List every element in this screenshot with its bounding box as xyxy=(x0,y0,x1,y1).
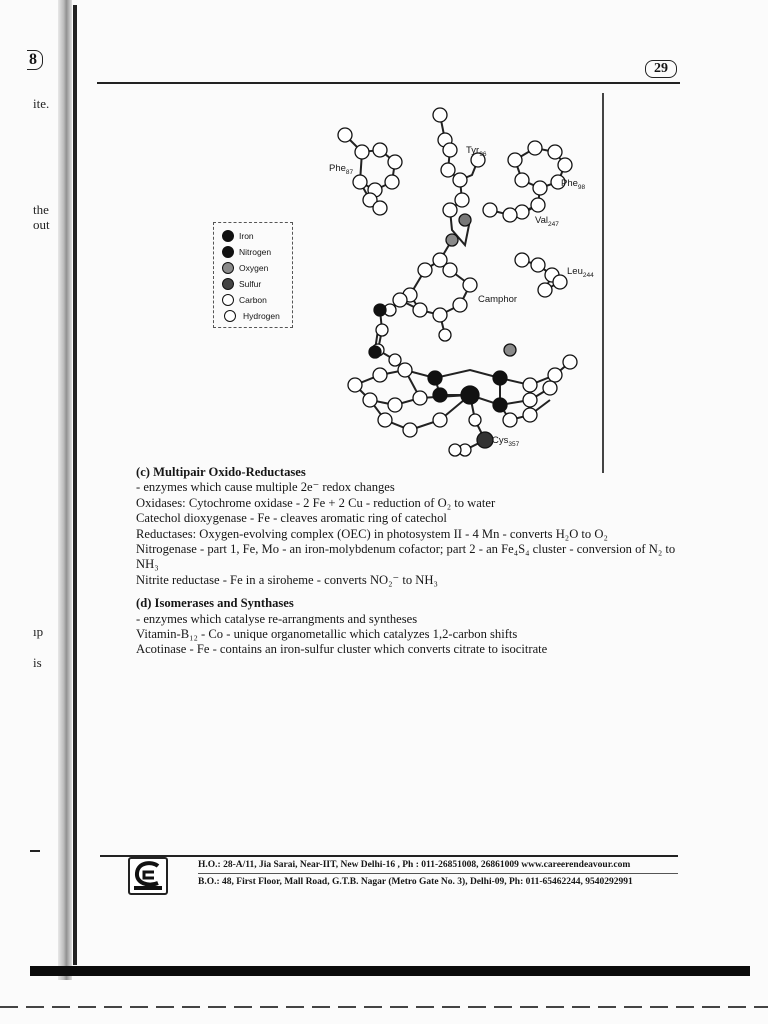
label-camphor: Camphor xyxy=(478,294,518,305)
hydrogen-atom-icon xyxy=(224,310,236,322)
footer-divider xyxy=(198,873,678,874)
label-cys357: Cys$_{357}$ xyxy=(492,435,520,448)
section-d-intro: - enzymes which catalyse re-arrangments and syntheses xyxy=(136,611,418,626)
section-c-item: Reductases: Oxygen-evolving complex (OEC) in photosystem II - 4 Mn - converts H₂O to O₂ xyxy=(136,526,608,541)
footer-branch-office: B.O.: 48, First Floor, Mall Road, G.T.B. Nagar (Metro Gate No. 3), Delhi-09, Ph: 011-65462244, 9540292991 xyxy=(198,877,633,887)
publisher-logo xyxy=(128,857,168,895)
atom-legend xyxy=(213,222,293,328)
left-page-fragment: the xyxy=(33,202,49,217)
scan-edge xyxy=(0,1006,768,1008)
legend-hydrogen: Hydrogen xyxy=(222,309,280,323)
label-val247: Val$_{247}$ xyxy=(535,215,559,228)
label-phe87: Phe$_{87}$ xyxy=(329,163,354,176)
left-page-fragment: is xyxy=(33,655,42,670)
label-leu244: Leu$_{244}$ xyxy=(567,266,594,279)
nitrogen-atom-icon xyxy=(222,246,234,258)
oxygen-atom-icon xyxy=(222,262,234,274)
section-c-item: Oxidases: Cytochrome oxidase - 2 Fe + 2 Cu - reduction of O₂ to water xyxy=(136,495,496,510)
legend-sulfur: Sulfur xyxy=(222,277,261,291)
section-c-intro: - enzymes which cause multiple 2e⁻ redox changes xyxy=(136,480,395,495)
page-number: 29 xyxy=(645,60,677,78)
cytochrome-p450-figure xyxy=(300,100,620,470)
section-d-item: Vitamin-B₁₂ - Co - unique organometallic which catalyzes 1,2-carbon shifts xyxy=(136,627,518,642)
page-bottom-shadow xyxy=(30,966,750,976)
left-page-number: 8 xyxy=(27,50,43,70)
header-rule xyxy=(97,82,680,84)
section-d-heading: (d) Isomerases and Synthases xyxy=(136,596,294,611)
section-c-item: Catechol dioxygenase - Fe - cleaves aromatic ring of catechol xyxy=(136,511,447,526)
book-spine-shadow xyxy=(58,0,72,980)
main-text xyxy=(136,465,691,658)
sulfur-atom-icon xyxy=(222,278,234,290)
career-endeavour-logo-icon xyxy=(130,859,166,893)
section-c-item: Nitrite reductase - Fe in a siroheme - converts NO₂⁻ to NH₃ xyxy=(136,572,438,587)
left-page-fragment: ıp xyxy=(33,624,44,639)
legend-nitrogen: Nitrogen xyxy=(222,245,271,259)
legend-iron: Iron xyxy=(222,229,254,243)
label-phe98: Phe$_{98}$ xyxy=(561,178,586,191)
carbon-atom-icon xyxy=(222,294,234,306)
iron-atom-icon xyxy=(222,230,234,242)
book-spine-edge xyxy=(73,5,77,965)
left-page-fragment: ite. xyxy=(33,96,50,111)
left-page-dash xyxy=(30,850,40,852)
section-c-item: Nitrogenase - part 1, Fe, Mo - an iron-molybdenum cofactor; part 2 - an Fe₄S₄ cluster - conversion of N₂ to NH₃ xyxy=(136,542,676,572)
section-d-item: Acotinase - Fe - contains an iron-sulfur cluster which converts citrate to isocitrate xyxy=(136,642,548,657)
legend-oxygen: Oxygen xyxy=(222,261,268,275)
footer-head-office: H.O.: 28-A/11, Jia Sarai, Near-IIT, New Delhi-16 , Ph : 011-26851008, 26861009 www.careerendeavour.com xyxy=(198,860,631,870)
label-tyr96: Tyr$_{96}$ xyxy=(466,145,487,158)
footer-rule xyxy=(100,855,678,857)
legend-carbon: Carbon xyxy=(222,293,267,307)
section-c-heading: (c) Multipair Oxido-Reductases xyxy=(136,465,306,479)
left-page-fragment: out xyxy=(33,217,50,232)
